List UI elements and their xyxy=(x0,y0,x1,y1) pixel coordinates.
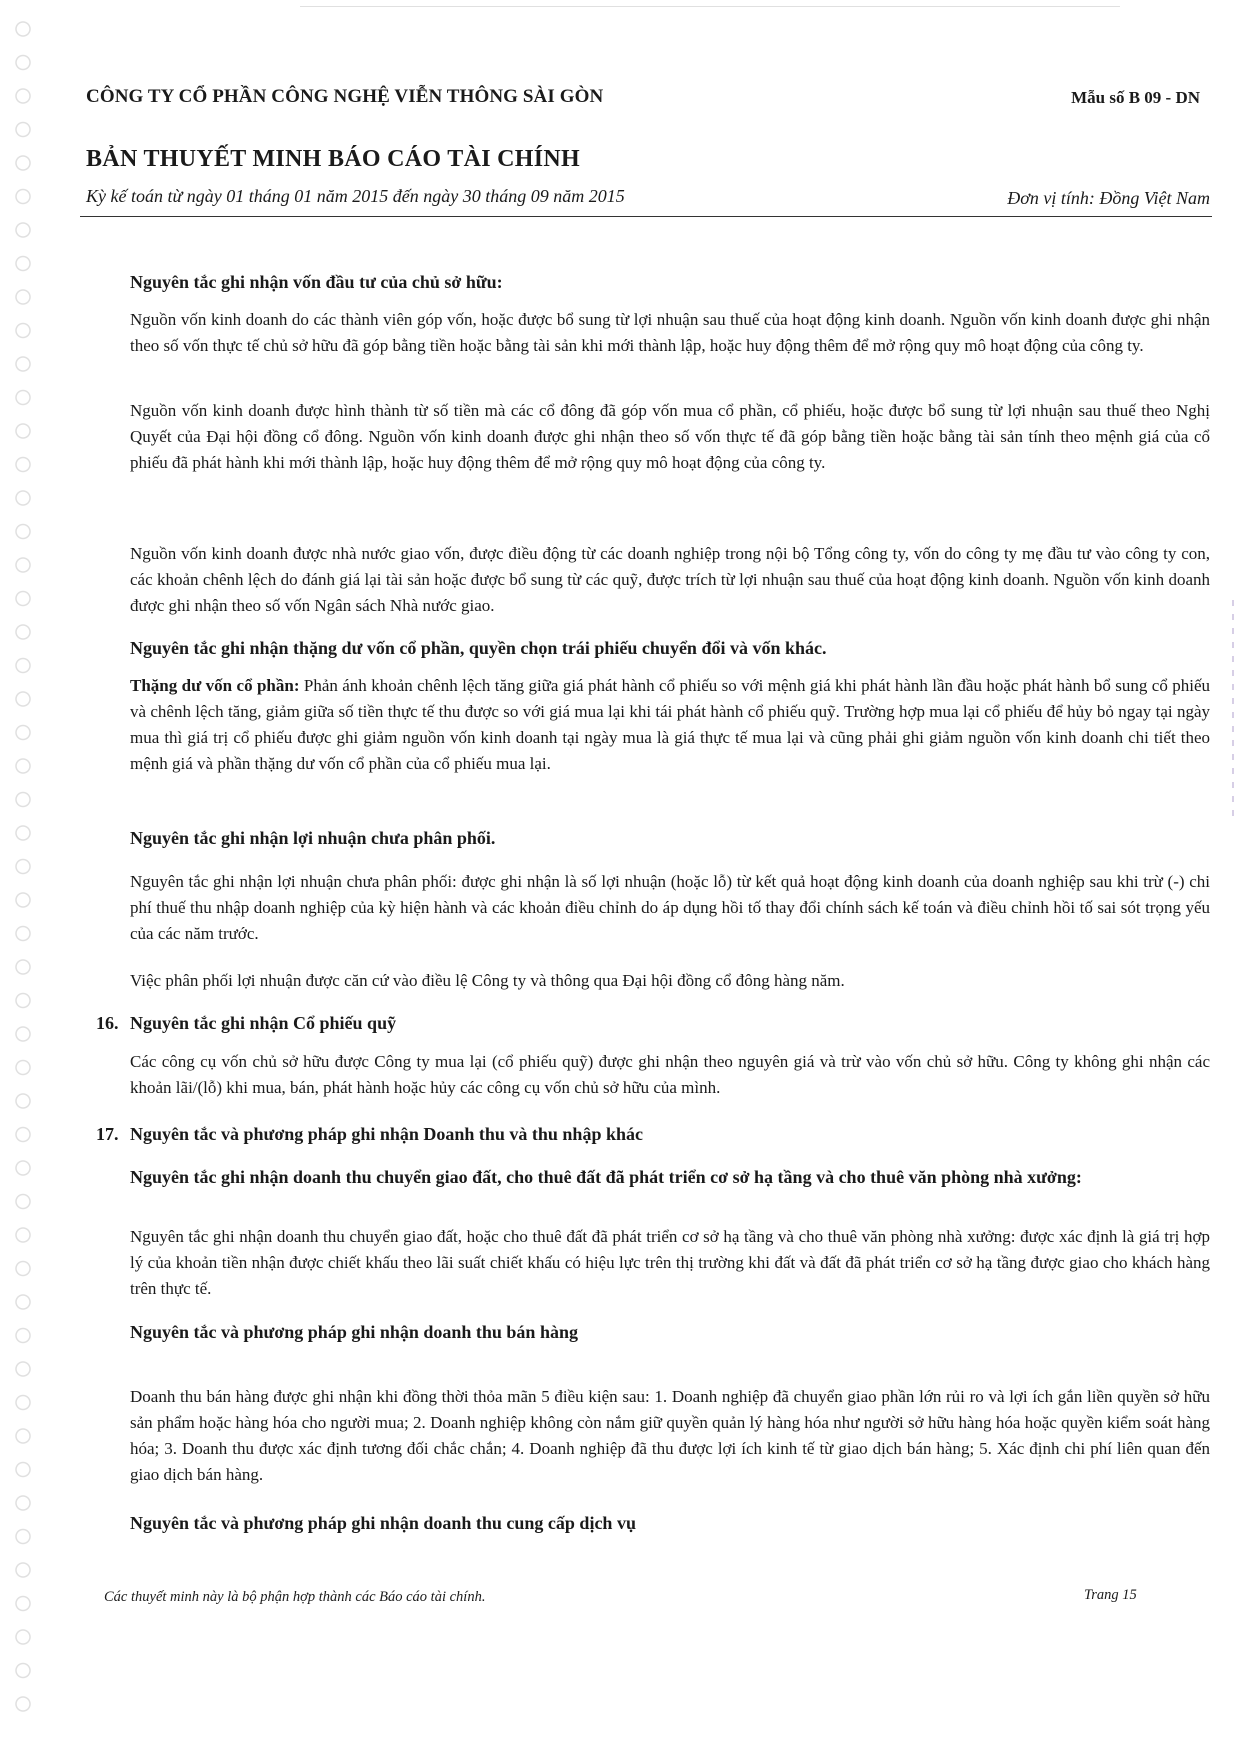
binding-holes xyxy=(14,20,32,1720)
heading-retained-profit: Nguyên tắc ghi nhận lợi nhuận chưa phân phối. xyxy=(130,828,496,848)
paragraph-owner-1: Nguồn vốn kinh doanh do các thành viên góp vốn, hoặc được bổ sung từ lợi nhuận sau thuế của hoạt động kinh doanh. Nguồn vốn kinh doanh được ghi nhận theo số vốn thực tế chủ sở hữu đã góp bằng tiền hoặc bằng tài sản khi mới thành lập, hoặc huy động thêm để mở rộng quy mô hoạt động của công ty. xyxy=(130,310,1210,355)
heading-section-17 xyxy=(96,1124,643,1145)
section-16-title: Nguyên tắc ghi nhận Cổ phiếu quỹ xyxy=(130,1013,397,1033)
heading-owner-equity: Nguyên tắc ghi nhận vốn đầu tư của chủ sở hữu: xyxy=(130,272,503,292)
paragraph-owner-2: Nguồn vốn kinh doanh được hình thành từ số tiền mà các cổ đông đã góp vốn mua cổ phần, cổ phiếu, hoặc được bổ sung từ lợi nhuận sau thuế theo Nghị Quyết của Đại hội đồng cổ đông. Nguồn vốn kinh doanh được ghi nhận theo số vốn thực tế đã góp bằng tiền hoặc bằng tài sản tính theo mệnh giá của cổ phiếu đã phát hành khi mới thành lập, hoặc huy động thêm để mở rộng quy mô hoạt động của công ty. xyxy=(130,401,1210,472)
heading-service-revenue: Nguyên tắc và phương pháp ghi nhận doanh thu cung cấp dịch vụ xyxy=(130,1513,636,1533)
heading-share-surplus: Nguyên tắc ghi nhận thặng dư vốn cổ phần, quyền chọn trái phiếu chuyển đổi và vốn khác. xyxy=(130,638,827,658)
heading-section-16 xyxy=(96,1013,396,1034)
currency-unit: Đơn vị tính: Đồng Việt Nam xyxy=(1007,188,1210,208)
header-divider xyxy=(80,216,1212,217)
reporting-period: Kỳ kế toán từ ngày 01 tháng 01 năm 2015 đến ngày 30 tháng 09 năm 2015 xyxy=(86,186,625,206)
surplus-text: Phản ánh khoản chênh lệch tăng giữa giá phát hành cổ phiếu so với mệnh giá khi phát hành lần đầu hoặc phát hành bổ sung cổ phiếu và chênh lệch tăng, giảm giữa số tiền thực tế thu được so với giá mua lại khi tái phát hành cổ phiếu quỹ. Trường hợp mua lại cổ phiếu để hủy bỏ ngay tại ngày mua thì giá trị cổ phiếu được ghi giảm nguồn vốn kinh doanh tại ngày mua là giá thực tế mua lại và cũng phải ghi giảm nguồn vốn kinh doanh chi tiết theo mệnh giá và phần thặng dư vốn cổ phần của cổ phiếu mua lại. xyxy=(130,676,1210,773)
paragraph-sales-revenue: Doanh thu bán hàng được ghi nhận khi đồng thời thỏa mãn 5 điều kiện sau: 1. Doanh nghiệp đã chuyển giao phần lớn rủi ro và lợi ích gắn liền quyền sở hữu sản phẩm hoặc hàng hóa cho người mua; 2. Doanh nghiệp không còn nắm giữ quyền quản lý hàng hóa như người sở hữu hàng hóa hoặc quyền kiểm soát hàng hóa; 3. Doanh thu được xác định tương đối chắc chắn; 4. Doanh nghiệp đã thu được lợi ích kinh tế từ giao dịch bán hàng; 5. Xác định chi phí liên quan đến giao dịch bán hàng. xyxy=(130,1387,1210,1484)
form-number: Mẫu số B 09 - DN xyxy=(1071,88,1200,107)
heading-land-revenue: Nguyên tắc ghi nhận doanh thu chuyển giao đất, cho thuê đất đã phát triển cơ sở hạ tầng và cho thuê văn phòng nhà xưởng: xyxy=(130,1167,1082,1187)
paragraph-profit-1: Nguyên tắc ghi nhận lợi nhuận chưa phân phối: được ghi nhận là số lợi nhuận (hoặc lỗ) từ kết quả hoạt động kinh doanh của doanh nghiệp sau khi trừ (-) chi phí thuế thu nhập doanh nghiệp của kỳ hiện hành và các khoản điều chỉnh do áp dụng hồi tố thay đổi chính sách kế toán và điều chỉnh hồi tố sai sót trọng yếu của các năm trước. xyxy=(130,872,1210,943)
paragraph-profit-2: Việc phân phối lợi nhuận được căn cứ vào điều lệ Công ty và thông qua Đại hội đồng cổ đông hàng năm. xyxy=(130,971,845,990)
page-number: Trang 15 xyxy=(1084,1587,1137,1603)
section-17-title: Nguyên tắc và phương pháp ghi nhận Doanh thu và thu nhập khác xyxy=(130,1124,643,1144)
paragraph-treasury-shares: Các công cụ vốn chủ sở hữu được Công ty mua lại (cổ phiếu quỹ) được ghi nhận theo nguyên giá và trừ vào vốn chủ sở hữu. Công ty không ghi nhận các khoản lãi/(lỗ) khi mua, bán, phát hành hoặc hủy các công cụ vốn chủ sở hữu của mình. xyxy=(130,1052,1210,1097)
paragraph-share-surplus xyxy=(130,673,1210,777)
paragraph-land-revenue: Nguyên tắc ghi nhận doanh thu chuyển giao đất, hoặc cho thuê đất đã phát triển cơ sở hạ tầng và cho thuê văn phòng nhà xưởng: được xác định là giá trị hợp lý của khoản tiền nhận được chiết khấu theo lãi suất chiết khấu có hiệu lực trên thị trường khi đất và đất đã phát triển cơ sở hạ tầng được giao cho khách hàng trên thực tế. xyxy=(130,1227,1210,1298)
surplus-lead: Thặng dư vốn cổ phần: xyxy=(130,676,300,695)
edge-mark xyxy=(1232,600,1234,820)
company-name: CÔNG TY CỔ PHẦN CÔNG NGHỆ VIỄN THÔNG SÀI GÒN xyxy=(86,86,604,107)
heading-sales-revenue: Nguyên tắc và phương pháp ghi nhận doanh thu bán hàng xyxy=(130,1322,578,1342)
top-scan-line xyxy=(300,6,1120,7)
section-16-number: 16. xyxy=(96,1013,119,1033)
footer-note: Các thuyết minh này là bộ phận hợp thành các Báo cáo tài chính. xyxy=(104,1589,486,1605)
document-title: BẢN THUYẾT MINH BÁO CÁO TÀI CHÍNH xyxy=(86,146,580,172)
section-17-number: 17. xyxy=(96,1124,119,1144)
paragraph-owner-3: Nguồn vốn kinh doanh được nhà nước giao vốn, được điều động từ các doanh nghiệp trong nội bộ Tổng công ty, vốn do công ty mẹ đầu tư vào công ty con, các khoản chênh lệch do đánh giá lại tài sản hoặc được bổ sung từ các quỹ, được trích từ lợi nhuận sau thuế của hoạt động kinh doanh. Nguồn vốn kinh doanh được ghi nhận theo số vốn Ngân sách Nhà nước giao. xyxy=(130,544,1210,615)
